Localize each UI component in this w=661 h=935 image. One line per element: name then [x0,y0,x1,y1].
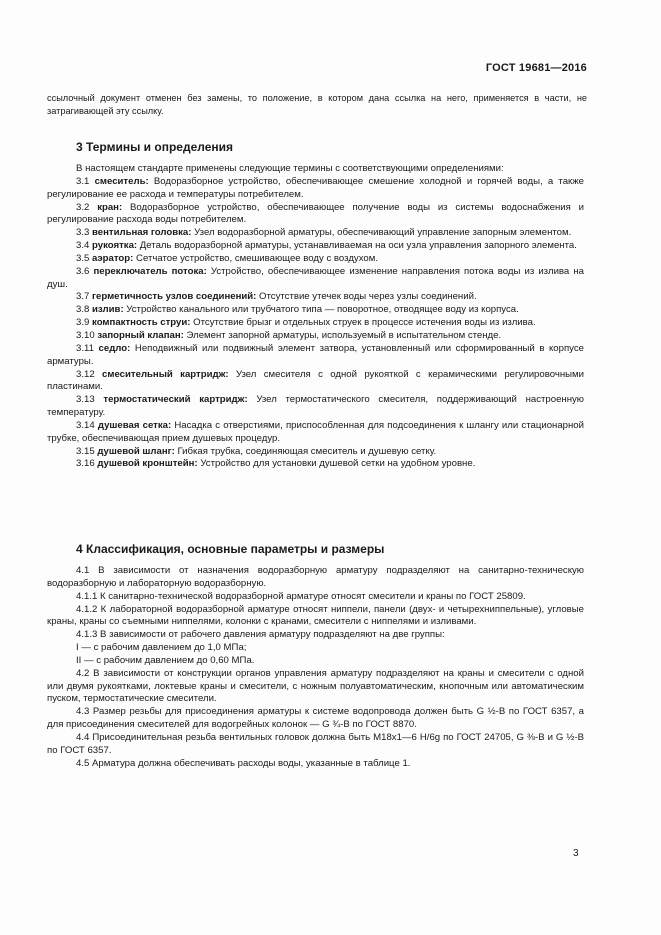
term-name: термостатический картридж: [103,394,248,406]
section-3-intro: В настоящем стандарте применены следующие термины с соответствующими определениями: [76,163,504,174]
term-name: запорный клапан: [97,329,184,341]
clause-paragraph: 4.1.1 К санитарно-технической водоразборной арматуре относят смесители и краны по ГОСТ 25809. [76,590,526,602]
term-number: 3.13 [76,394,104,406]
section-3-heading: 3 Термины и определения [76,140,234,154]
term-name: смесительный картридж: [102,368,229,380]
term-definition [47,317,584,330]
term-definition [47,420,584,446]
section-4-body [47,565,584,771]
term-text: Неподвижный или подвижный элемент затвора, установленный или сформированный в корпусе арматуры. [47,342,584,367]
clause-paragraph: 4.3 Размер резьбы для присоединения арматуры к системе водопровода должен быть G ½-B по ГОСТ 6357, а для присоединения смесителей для водогрейных колонок — G ¾-B по ГОСТ 8870. [47,706,584,731]
term-name: вентильная головка: [92,227,192,239]
term-text: Устройство, обеспечивающее изменение направления потока воды из излива на душ. [47,265,584,290]
clause-paragraph: II — с рабочим давлением до 0,60 МПа. [76,654,255,666]
clause-paragraph: 4.2 В зависимости от конструкции органов управления арматуру подразделяют на краны и смесители с одной или двумя рукоятками, локтевые краны и смесители, с ножным полуавтоматическим, кнопочным или автоматическим пуском, термостатические смесители. [47,667,584,705]
term-name: кран: [97,201,123,213]
term-number: 3.14 [76,419,98,431]
clause-paragraph: 4.4 Присоединительная резьба вентильных головок должна быть M18x1—6 H/6g по ГОСТ 24705, G ⅜-B и G ½-B по ГОСТ 6357. [47,731,584,756]
term-text: Узел водоразборной арматуры, обеспечивающий управление запорным элементом. [191,227,572,239]
term-definition [47,458,584,471]
term-number: 3.11 [76,342,99,354]
term-name: компактность струи: [92,317,191,329]
clause-paragraph: I — с рабочим давлением до 1,0 МПа; [76,642,247,654]
term-name: излив: [92,304,124,316]
clause-paragraph: 4.1.3 В зависимости от рабочего давления арматуру подразделяют на две группы: [76,629,445,641]
term-name: герметичность узлов соединений: [92,291,257,303]
term-number: 3.4 [76,240,93,252]
term-definition [47,202,584,228]
term-name: душевой шланг: [97,445,175,457]
term-name: переключатель потока: [93,265,207,277]
term-text: Отсутствие брызг и отдельных струек в процессе истечения воды из излива. [190,317,536,329]
term-definition [47,291,584,304]
term-text: Насадка с отверстиями, приспособленная для подсоединения к шлангу или стационарной трубке, обеспечивающая прием душевых процедур. [47,419,584,444]
term-text: Узел термостатического смесителя, поддерживающий настроенную температуру. [47,394,584,419]
lead-paragraph: ссылочный документ отменен без замены, то положение, в котором дана ссылка на него, применяется в части, не затрагивающей эту ссылку. [47,93,587,116]
section-4-heading: 4 Классификация, основные параметры и размеры [76,542,385,556]
clause-paragraph: 4.1 В зависимости от назначения водоразборную арматуру подразделяют на санитарно-техническую водоразборную и лабораторную водоразборную. [47,565,584,589]
term-name: душевой кронштейн: [97,458,198,470]
term-definition [47,176,584,202]
document-header: ГОСТ 19681—2016 [485,62,587,74]
term-text: Устройство канального или трубчатого типа — поворотное, отводящее воду из корпуса. [123,304,519,316]
term-number: 3.3 [76,227,93,239]
term-text: Отсутствие утечек воды через узлы соединений. [256,291,477,303]
term-definition [47,227,584,240]
term-text: Устройство для установки душевой сетки на удобном уровне. [197,458,476,470]
clause-paragraph: 4.5 Арматура должна обеспечивать расходы воды, указанные в таблице 1. [76,757,411,769]
page-number: 3 [573,848,579,859]
term-text: Водоразборное устройство, обеспечивающее получение воды из системы водоснабжения и регулирование расхода воды потребителем. [47,201,584,226]
term-definition [47,446,584,459]
term-name: аэратор: [92,252,134,264]
term-definition [47,253,584,266]
term-text: Сетчатое устройство, смешивающее воду с воздухом. [133,252,378,264]
terms-list [47,176,584,471]
term-number: 3.7 [76,291,93,303]
term-name: душевая сетка: [97,419,172,431]
term-text: Деталь водоразборной арматуры, устанавливаемая на оси узла управления запорного элемента. [137,240,577,252]
clause-paragraph: 4.1.2 К лабораторной водоразборной арматуре относят ниппели, панели (двух- и четырехниппельные), угловые краны, краны со съемными ниппелями, колонки с кранами, смесители с ниппелями и изливами. [47,603,584,628]
term-number: 3.6 [76,265,94,277]
term-definition [47,394,584,420]
term-number: 3.1 [76,175,95,187]
term-definition [47,266,584,292]
term-text: Узел смесителя с одной рукояткой с керамическими регулировочными пластинами. [47,368,584,393]
section-3-body [47,163,584,471]
term-definition [47,304,584,317]
term-name: смеситель: [94,175,149,187]
term-definition [47,343,584,369]
term-text: Элемент запорной арматуры, используемый в испытательном стенде. [183,329,502,341]
term-number: 3.12 [76,368,103,380]
term-number: 3.9 [76,317,93,329]
term-definition [47,369,584,395]
term-definition [47,240,584,253]
term-text: Гибкая трубка, соединяющая смеситель и душевую сетку. [174,445,437,457]
term-name: седло: [98,342,131,354]
term-definition [47,330,584,343]
term-number: 3.2 [76,201,98,213]
term-number: 3.5 [76,252,93,264]
term-number: 3.8 [76,304,93,316]
term-number: 3.10 [76,329,98,341]
term-number: 3.16 [76,458,98,470]
term-name: рукоятка: [92,240,138,252]
term-number: 3.15 [76,445,98,457]
term-text: Водоразборное устройство, обеспечивающее смешение холодной и горячей воды, а также регулирование ее расхода и температуры потребителем. [47,175,584,200]
